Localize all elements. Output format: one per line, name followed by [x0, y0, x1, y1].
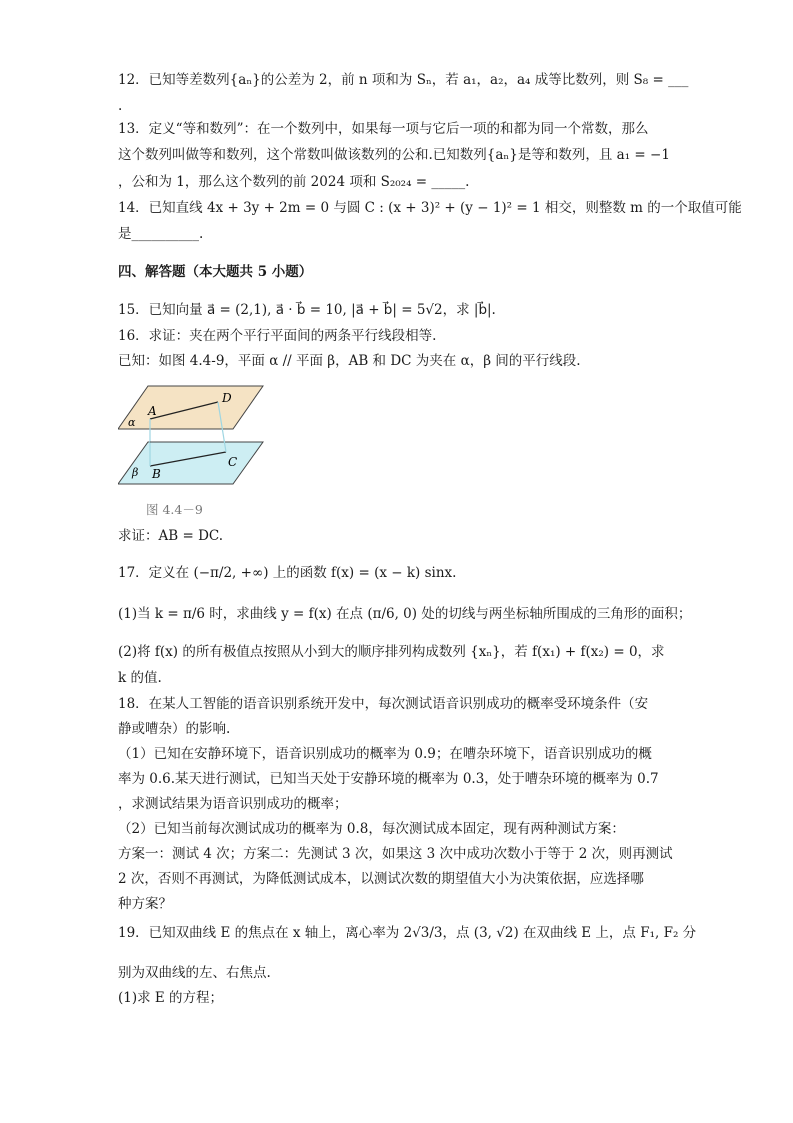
q17-line4: k 的值. — [118, 670, 162, 686]
section-heading: 四、解答题（本大题共 5 小题） — [118, 264, 313, 280]
q19-line3: (1)求 E 的方程； — [118, 990, 224, 1006]
label-A: A — [148, 404, 157, 418]
q18-line2: 静或嘈杂）的影响. — [118, 721, 231, 737]
q12-line2: . — [118, 98, 123, 114]
q16-line2: 已知：如图 4.4-9，平面 α // 平面 β，AB 和 DC 为夹在 α，β 间的平行线段. — [118, 353, 581, 369]
q17-line3: (2)将 f(x) 的所有极值点按照从小到大的顺序排列构成数列 {xₙ}，若 f(x₁) + f(x₂) = 0，求 — [118, 644, 665, 660]
q14-line1: 14．已知直线 4x + 3y + 2m = 0 与圆 C : (x + 3)² + (y − 1)² = 1 相交，则整数 m 的一个取值可能 — [118, 200, 742, 216]
q18-line4: 率为 0.6.某天进行测试，已知当天处于安静环境的概率为 0.3，处于嘈杂环境的概率为 0.7 — [118, 771, 659, 787]
q16-line1: 16．求证：夹在两个平行平面间的两条平行线段相等. — [118, 328, 437, 344]
q18-line9: 种方案？ — [118, 896, 172, 912]
q18-line3: （1）已知在安静环境下，语音识别成功的概率为 0.9；在嘈杂环境下，语音识别成功的概 — [118, 746, 652, 762]
label-B: B — [152, 467, 161, 481]
q13-line2: 这个数列叫做等和数列，这个常数叫做该数列的公和.已知数列{aₙ}是等和数列，且 a₁ = −1 — [118, 147, 670, 163]
label-alpha: α — [128, 416, 136, 429]
q17-line2: (1)当 k = π/6 时，求曲线 y = f(x) 在点 (π/6, 0) 处的切线与两坐标轴所围成的三角形的面积； — [118, 606, 692, 622]
figure-caption: 图 4.4－9 — [146, 502, 203, 517]
q17-line1: 17．定义在 (−π/2, +∞) 上的函数 f(x) = (x − k) sinx. — [118, 565, 457, 581]
q12-line1: 12．已知等差数列{aₙ}的公差为 2，前 n 项和为 Sₙ，若 a₁，a₂，a₄ 成等比数列，则 S₈ = ___ — [118, 72, 689, 88]
lower-plane — [118, 442, 263, 484]
q16-conclusion: 求证：AB = DC. — [118, 528, 224, 544]
q18-line5: ，求测试结果为语音识别成功的概率； — [118, 796, 348, 812]
label-beta: β — [132, 466, 139, 479]
q15-line: 15．已知向量 a⃗ = (2,1), a⃗ · b⃗ = 10, |a⃗ + b⃗| = 5√2，求 |b⃗|. — [118, 302, 496, 318]
q19-line1: 19．已知双曲线 E 的焦点在 x 轴上，离心率为 2√3/3，点 (3, √2) 在双曲线 E 上，点 F₁, F₂ 分 — [118, 925, 697, 941]
upper-plane — [118, 386, 263, 429]
label-C: C — [228, 455, 238, 469]
q13-line1: 13．定义“等和数列”：在一个数列中，如果每一项与它后一项的和都为同一个常数，那么 — [118, 121, 649, 137]
q19-line2: 别为双曲线的左、右焦点. — [118, 965, 271, 981]
q14-line2: 是__________. — [118, 226, 204, 242]
q18-line1: 18．在某人工智能的语音识别系统开发中，每次测试语音识别成功的概率受环境条件（安 — [118, 696, 649, 712]
q18-line8: 2 次，否则不再测试，为降低测试成本，以测试次数的期望值大小为决策依据，应选择哪 — [118, 871, 644, 887]
q18-line6: （2）已知当前每次测试成功的概率为 0.8，每次测试成本固定，现有两种测试方案： — [118, 821, 625, 837]
label-D: D — [222, 391, 232, 405]
parallel-planes-figure — [118, 384, 268, 494]
q18-line7: 方案一：测试 4 次；方案二：先测试 3 次，如果这 3 次中成功次数小于等于 2 次，则再测试 — [118, 846, 673, 862]
q13-line3: ，公和为 1，那么这个数列的前 2024 项和 S₂₀₂₄ = _____. — [118, 174, 470, 190]
